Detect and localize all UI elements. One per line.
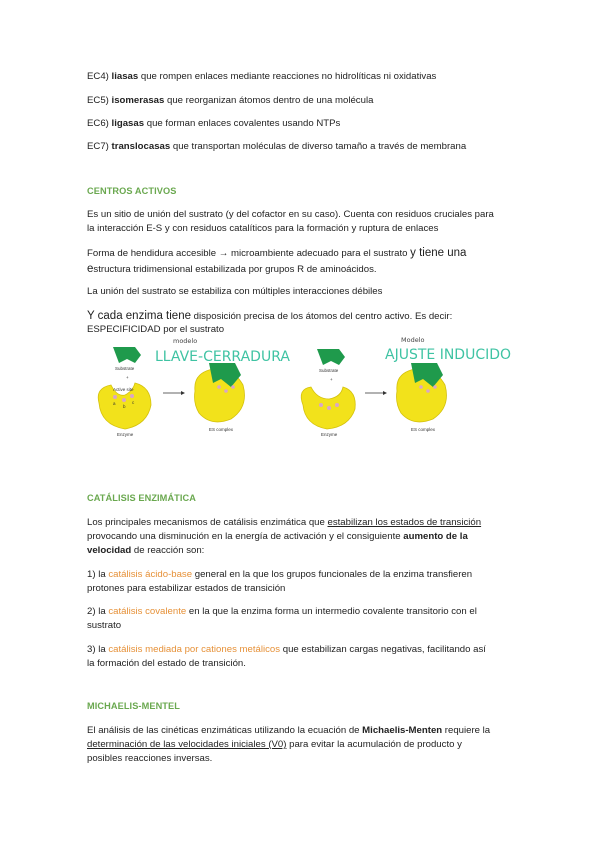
- michaelis-heading: MICHAELIS-MENTEL: [87, 701, 180, 711]
- catalisis-p1-line1: [87, 516, 517, 530]
- ec7-number: EC7): [87, 141, 112, 152]
- transition-state-underlined: estabilizan los estados de transición: [327, 517, 482, 528]
- ec7-description: que transportan moléculas de diverso tamaño a través de membrana: [170, 141, 467, 152]
- es-site-b-left: [224, 389, 228, 393]
- catalisis-p1-text2: provocando una disminución en la energía de activación y el consiguiente: [87, 531, 404, 542]
- es-site-c-right: [433, 385, 437, 389]
- ec5-description: que reorganizan átomos dentro de una molécula: [164, 95, 374, 106]
- ec4-line: [87, 70, 517, 84]
- active-site-label: Active site: [113, 387, 134, 392]
- catalisis-p1-line2: [87, 530, 517, 544]
- es-site-a-left: [217, 385, 221, 389]
- item2-number: 2) la: [87, 606, 109, 617]
- item3-text: que estabilizan cargas negativas, facilitando así: [280, 644, 486, 655]
- centros-p1-line1: Es un sitio de unión del sustrato (y del cofactor en su caso). Cuenta con residuos cruciales para: [87, 209, 494, 220]
- initial-velocities-underlined: determinación de las velocidades iniciales (V0): [87, 739, 287, 750]
- ec7-term: translocasas: [111, 141, 171, 152]
- item3-number: 3) la: [87, 644, 109, 655]
- arrow-head-right: [383, 391, 387, 395]
- catalisis-item1-line1: [87, 568, 517, 582]
- centros-p3: La unión del sustrato se estabiliza con múltiples interacciones débiles: [87, 286, 383, 297]
- michaelis-text1: El análisis de las cinéticas enzimáticas utilizando la ecuación de: [87, 725, 363, 736]
- centros-p2-text: Forma de hendidura accesible → microambiente adecuado para el sustrato: [87, 248, 411, 259]
- induced-fit-note: Modelo: [401, 336, 425, 344]
- site-a-label: a: [113, 401, 116, 406]
- centros-p2-text2: structura tridimensional estabilizada por grupos R de aminoácidos.: [93, 264, 377, 275]
- site-a-dot-right: [319, 403, 323, 407]
- ec7-line: [87, 140, 517, 154]
- centros-p4-text2: por el sustrato: [160, 324, 225, 335]
- catalisis-heading: CATÁLISIS ENZIMÁTICA: [87, 493, 197, 503]
- plus-sign-right: +: [330, 377, 333, 382]
- ec4-description: que rompen enlaces mediante reacciones no hidrolíticas ni oxidativas: [138, 71, 437, 82]
- catalisis-item1-line2: protones para estabilizar estados de transición: [87, 583, 286, 594]
- michaelis-line1: [87, 724, 517, 738]
- centros-activos-heading: CENTROS ACTIVOS: [87, 186, 177, 196]
- substrate-shape-left: [113, 347, 141, 363]
- plus-sign-left: +: [126, 375, 129, 380]
- site-c-dot: [130, 394, 134, 398]
- induced-fit-panel: [301, 336, 511, 437]
- item1-text: general en la que los grupos funcionales de la enzima transfieren: [192, 569, 473, 580]
- catalisis-p1-line3: [87, 544, 517, 558]
- covalent-catalysis-term: catálisis covalente: [108, 606, 187, 617]
- centros-p4-line1: [87, 309, 517, 324]
- enzyme-models-figure: [85, 333, 512, 443]
- arrow-head-left: [181, 391, 185, 395]
- michaelis-menten-bold: Michaelis-Menten: [362, 725, 443, 736]
- induced-fit-title: AJUSTE INDUCIDO: [385, 347, 512, 363]
- catalisis-item3-line2: la formación del estado de transición.: [87, 658, 246, 669]
- ec5-term: isomerasas: [111, 95, 165, 106]
- es-complex-label-right: ES complex: [411, 427, 436, 432]
- es-complex-label-left: ES complex: [209, 427, 234, 432]
- es-site-a-right: [419, 385, 423, 389]
- substrate-label-right: Substrate: [319, 368, 339, 373]
- centros-p2-handwritten-e: e: [87, 263, 94, 275]
- michaelis-text2: requiere la: [442, 725, 491, 736]
- centros-p4-text: disposición precisa de los átomos del centro activo. Es decir:: [191, 311, 453, 322]
- centros-p2-handwritten: y tiene una: [410, 247, 467, 259]
- centros-p2-line1: [87, 246, 517, 261]
- catalisis-p1-text: Los principales mecanismos de catálisis enzimática que: [87, 517, 328, 528]
- item1-number: 1) la: [87, 569, 109, 580]
- centros-p2-line2: [87, 262, 517, 277]
- catalisis-p1-text3: de reacción son:: [131, 545, 205, 556]
- centros-p4-handwritten: Y cada enzima tiene: [87, 310, 191, 322]
- enzyme-label-left: Enzyme: [117, 432, 134, 437]
- enzyme-label-right: Enzyme: [321, 432, 338, 437]
- site-b-dot-right: [327, 406, 331, 410]
- ec6-term: ligasas: [111, 118, 145, 129]
- ec4-number: EC4): [87, 71, 112, 82]
- lock-key-title: LLAVE-CERRADURA: [155, 349, 290, 365]
- catalisis-item3-line1: [87, 643, 517, 657]
- es-site-b-right: [426, 389, 430, 393]
- ec6-line: [87, 117, 517, 131]
- site-b-label: b: [123, 404, 126, 409]
- enzyme-models-illustration: [85, 333, 512, 443]
- site-c-dot-right: [335, 403, 339, 407]
- ec5-number: EC5): [87, 95, 112, 106]
- ec6-description: que forman enlaces covalentes usando NTPs: [144, 118, 341, 129]
- catalisis-item2-line1: [87, 605, 517, 619]
- velocity-bold: velocidad: [87, 545, 132, 556]
- michaelis-line3: posibles reacciones inversas.: [87, 753, 213, 764]
- metal-ion-catalysis-term: catálisis mediada por cationes metálicos: [108, 644, 281, 655]
- site-a-dot: [113, 395, 117, 399]
- substrate-label-left: Substrate: [115, 366, 135, 371]
- lock-key-note: modelo: [173, 337, 198, 345]
- acid-base-catalysis-term: catálisis ácido-base: [108, 569, 193, 580]
- centros-p1-line2: la interacción E-S y con residuos catalíticos para la formación y ruptura de enlaces: [87, 223, 439, 234]
- lock-key-panel: [98, 337, 290, 437]
- especificidad-term: ESPECIFICIDAD: [87, 324, 161, 335]
- site-b-dot: [122, 398, 126, 402]
- michaelis-line2: [87, 738, 517, 752]
- item2-text: en la que la enzima forma un intermedio covalente transitorio con el: [186, 606, 477, 617]
- substrate-shape-right: [317, 349, 345, 365]
- ec5-line: [87, 94, 517, 108]
- site-c-label: c: [132, 400, 135, 405]
- es-site-c-left: [231, 385, 235, 389]
- ec6-number: EC6): [87, 118, 112, 129]
- ec4-term: liasas: [111, 71, 139, 82]
- velocity-increase-bold: aumento de la: [403, 531, 468, 542]
- catalisis-item2-line2: sustrato: [87, 620, 122, 631]
- michaelis-text3: para evitar la acumulación de producto y: [286, 739, 462, 750]
